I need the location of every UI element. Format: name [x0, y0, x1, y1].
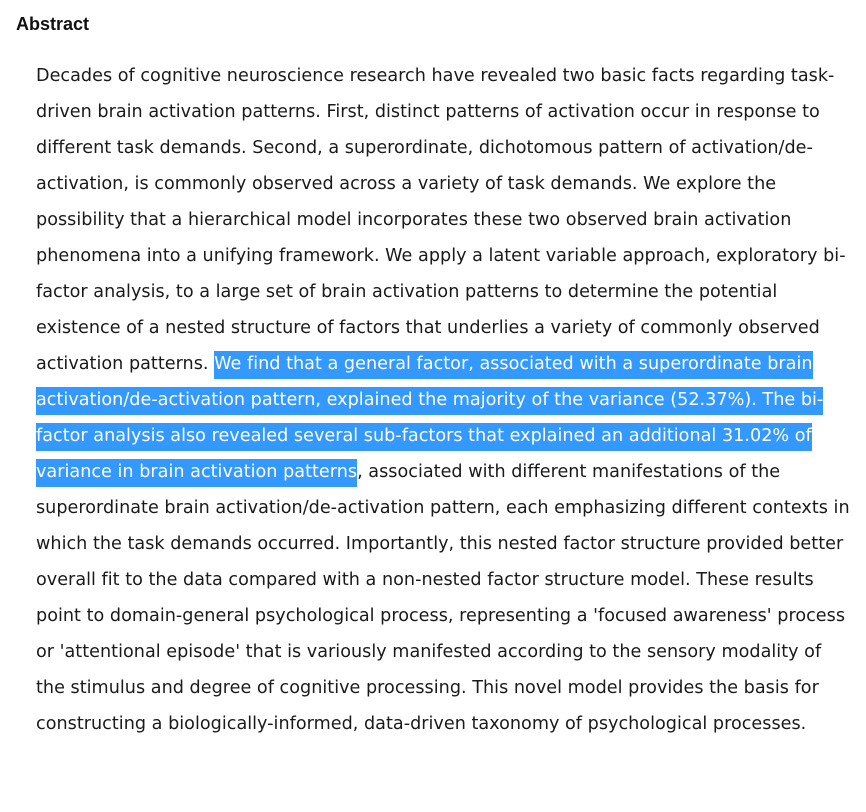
- abstract-text-after-selection: , associated with different manifestations of the superordinate brain activation/de-activation pattern, each emphasizing different contexts in which the task demands occurred. Importantly, this nested factor structure provided better overall fit to the data compared with a non-nested factor structure model. These results point to domain-general psychological process, representing a 'focused awareness' process or 'attentional episode' that is variously manifested according to the sensory modality of the stimulus and degree of cognitive processing. This novel model provides the basis for constructing a biologically-informed, data-driven taxonomy of psychological processes.: [36, 462, 850, 734]
- highlighted-selection[interactable]: We find that a general factor, associated with a superordinate brain activation/de-activation pattern, explained the majority of the variance (52.37%). The bi-factor analysis also revealed several sub-factors that explained an additional 31.02% of variance in brain activation patterns: [36, 351, 823, 487]
- abstract-paragraph[interactable]: [36, 58, 854, 742]
- abstract-heading: Abstract: [16, 14, 90, 34]
- abstract-text-before-selection: Decades of cognitive neuroscience research have revealed two basic facts regarding task-driven brain activation patterns. First, distinct patterns of activation occur in response to different task demands. Second, a superordinate, dichotomous pattern of activation/de-activation, is commonly observed across a variety of task demands. We explore the possibility that a hierarchical model incorporates these two observed brain activation phenomena into a unifying framework. We apply a latent variable approach, exploratory bi-factor analysis, to a large set of brain activation patterns to determine the potential existence of a nested structure of factors that underlies a variety of commonly observed activation patterns.: [36, 66, 846, 374]
